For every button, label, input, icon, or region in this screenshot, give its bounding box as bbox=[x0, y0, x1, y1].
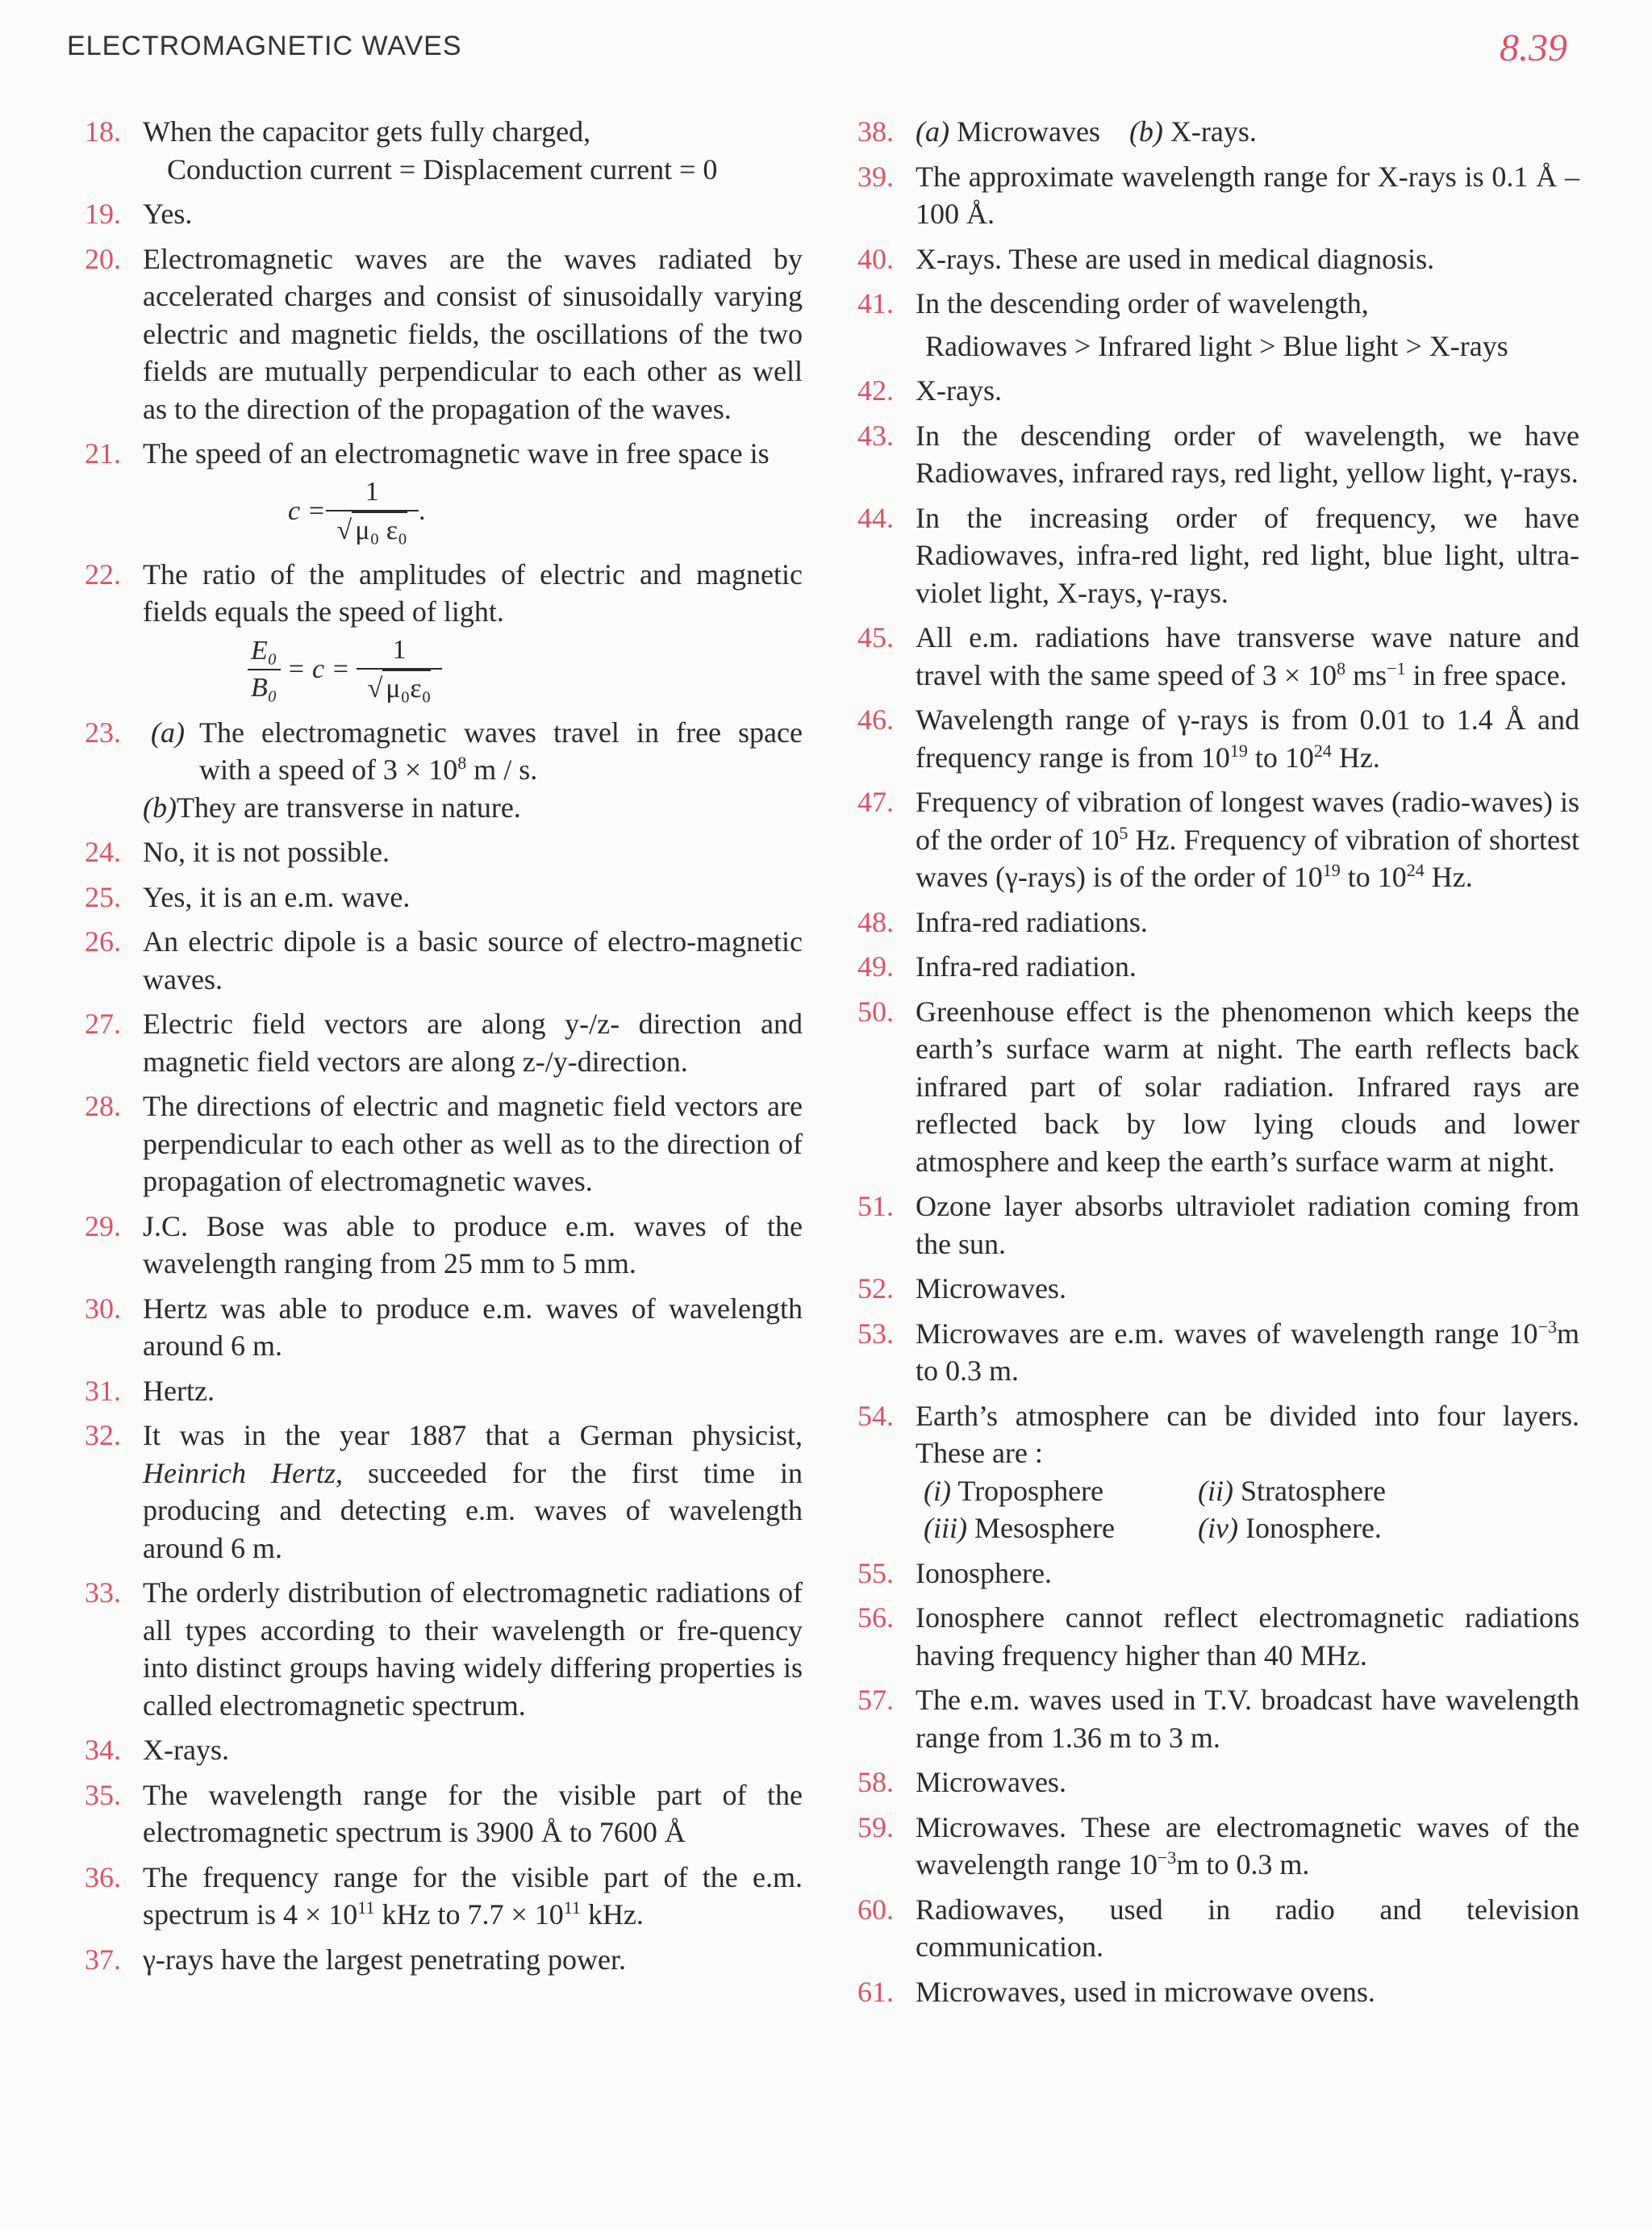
answer-38 bbox=[857, 113, 1579, 151]
scientist-name: Heinrich Hertz, bbox=[143, 1456, 343, 1489]
exponent: 24 bbox=[1406, 860, 1425, 880]
sub-answer-a bbox=[143, 714, 803, 789]
equation-middle: = c = bbox=[286, 653, 350, 684]
answer-number: 54. bbox=[857, 1399, 894, 1432]
answer-45 bbox=[857, 619, 1579, 694]
answer-55 bbox=[857, 1555, 1579, 1592]
answer-number: 41. bbox=[857, 287, 894, 319]
answer-47 bbox=[857, 783, 1579, 896]
answer-48 bbox=[857, 904, 1579, 941]
sub-text: Microwaves bbox=[956, 115, 1100, 148]
exponent: 11 bbox=[357, 1897, 375, 1918]
sub-answer-b bbox=[143, 789, 803, 827]
answer-text: Ozone layer absorbs ultraviolet radiation coming from the sun. bbox=[916, 1190, 1579, 1260]
answer-35 bbox=[85, 1776, 803, 1851]
sqrt-radicand: μ₀ ε₀ bbox=[352, 511, 407, 549]
layer-label: (iv) bbox=[1198, 1512, 1238, 1544]
answer-text: Electric field vectors are along y-/z- direction and magnetic field vectors are along z-/y-direction. bbox=[143, 1008, 803, 1078]
exponent: 24 bbox=[1313, 740, 1332, 761]
answer-text bbox=[143, 1417, 803, 1567]
exponent: 11 bbox=[563, 1897, 581, 1918]
answer-number: 48. bbox=[857, 905, 894, 938]
answer-20 bbox=[85, 240, 803, 428]
atmosphere-layers bbox=[916, 1472, 1579, 1547]
answer-number: 30. bbox=[85, 1292, 121, 1325]
answer-18 bbox=[85, 113, 803, 188]
answer-54 bbox=[857, 1397, 1579, 1547]
answer-text: Infra-red radiations. bbox=[916, 905, 1148, 938]
answer-number: 57. bbox=[857, 1684, 894, 1716]
answer-text bbox=[916, 619, 1579, 694]
speed-equation bbox=[143, 474, 803, 549]
text-part: Hz. bbox=[1424, 861, 1473, 893]
exponent: −3 bbox=[1157, 1847, 1177, 1868]
answer-number: 39. bbox=[857, 160, 894, 193]
answer-text: The directions of electric and magnetic field vectors are perpendicular to each other as well as to the direction of propagation of electromagnetic waves. bbox=[143, 1090, 803, 1197]
answer-number: 43. bbox=[857, 419, 894, 452]
equation-lhs: c = bbox=[288, 495, 326, 526]
sub-label: (b) bbox=[1128, 115, 1163, 148]
answer-30 bbox=[85, 1290, 803, 1365]
text-part: Hz. bbox=[1331, 741, 1380, 774]
answer-number: 25. bbox=[85, 880, 121, 913]
answer-text: Yes, it is an e.m. wave. bbox=[143, 880, 411, 913]
sub-text: X-rays. bbox=[1170, 115, 1257, 148]
exponent: 19 bbox=[1229, 740, 1248, 761]
layer-name: Troposphere bbox=[957, 1474, 1104, 1507]
answer-28 bbox=[85, 1087, 803, 1200]
text-part: succeeded for the first time in producing and detecting e.m. waves of wavelength around 6 m. bbox=[143, 1456, 803, 1564]
answer-number: 52. bbox=[857, 1272, 894, 1304]
answer-number: 58. bbox=[857, 1766, 894, 1798]
answer-number: 21. bbox=[85, 437, 121, 470]
ratio-equation bbox=[143, 632, 803, 707]
answer-number: 28. bbox=[85, 1090, 121, 1122]
left-column bbox=[85, 113, 803, 1985]
sub-label: (a) bbox=[916, 115, 949, 148]
answer-text: The orderly distribution of electromagnetic radiations of all types according to their wavelength or fre-quency into distinct groups having widely differing properties is called electromagnetic spectrum. bbox=[143, 1576, 803, 1722]
answer-text: The approximate wavelength range for X-rays is 0.1 Å – 100 Å. bbox=[916, 160, 1579, 230]
answer-number: 51. bbox=[857, 1190, 894, 1222]
answer-58 bbox=[857, 1764, 1579, 1801]
answer-number: 27. bbox=[85, 1008, 121, 1040]
answer-number: 38. bbox=[857, 115, 894, 148]
exponent: −3 bbox=[1537, 1316, 1557, 1337]
layer-item bbox=[1198, 1472, 1440, 1510]
answer-number: 45. bbox=[857, 621, 894, 653]
text-part: m to 0.3 m. bbox=[1176, 1848, 1310, 1880]
answer-46 bbox=[857, 701, 1579, 776]
answer-number: 22. bbox=[85, 557, 121, 591]
answer-text bbox=[916, 783, 1579, 896]
layer-name: Ionosphere. bbox=[1245, 1512, 1382, 1544]
exponent: −1 bbox=[1387, 657, 1406, 678]
sub-text: They are transverse in nature. bbox=[177, 791, 521, 824]
answer-29 bbox=[85, 1208, 803, 1283]
answer-number: 19. bbox=[85, 198, 121, 230]
answer-text: Infra-red radiation. bbox=[916, 950, 1137, 983]
answer-text: The ratio of the amplitudes of electric and magnetic fields equals the speed of light. bbox=[143, 557, 803, 628]
answer-60 bbox=[857, 1891, 1579, 1966]
answer-33 bbox=[85, 1574, 803, 1724]
answer-59 bbox=[857, 1809, 1579, 1884]
answer-number: 47. bbox=[857, 786, 894, 818]
answer-number: 34. bbox=[85, 1734, 121, 1766]
answer-number: 61. bbox=[857, 1975, 894, 2008]
field-ratio bbox=[248, 633, 281, 706]
answer-number: 46. bbox=[857, 703, 894, 736]
answer-text: Electromagnetic waves are the waves radiated by accelerated charges and consist of sinusoidally varying electric and magnetic fields, the oscillations of the two fields are mutually perpendicular to each other as well as to the direction of the propagation of the waves. bbox=[143, 242, 803, 425]
answer-42 bbox=[857, 372, 1579, 410]
text-part: kHz. bbox=[580, 1898, 644, 1931]
answer-text: Earth’s atmosphere can be divided into four layers. These are : bbox=[916, 1399, 1579, 1469]
layer-item bbox=[924, 1509, 1198, 1547]
fraction-denominator: √ μ₀ε₀ bbox=[357, 668, 443, 707]
text-part: It was in the year 1887 that a German physicist, bbox=[143, 1419, 803, 1451]
answer-26 bbox=[85, 923, 803, 998]
answer-text: Greenhouse effect is the phenomenon which keeps the earth’s surface warm at night. The earth reflects back infrared part of solar radiation. Infrared rays are reflected back by low lying clouds and lower atmosphere and keep the earth’s surface warm at night. bbox=[916, 995, 1579, 1178]
answer-number: 24. bbox=[85, 836, 121, 868]
answer-number: 37. bbox=[85, 1943, 121, 1976]
chapter-title: ELECTROMAGNETIC WAVES bbox=[67, 31, 462, 61]
answer-number: 53. bbox=[857, 1317, 894, 1350]
layer-label: (iii) bbox=[924, 1512, 967, 1544]
fraction-numerator: 1 bbox=[365, 476, 379, 507]
answer-32 bbox=[85, 1417, 803, 1567]
text-part: Wavelength range of γ-rays is from 0.01 to 1.4 Å and frequency range is from 10 bbox=[916, 703, 1579, 774]
answer-text: Hertz was able to produce e.m. waves of wavelength around 6 m. bbox=[143, 1292, 803, 1362]
fraction-denominator: √ μ₀ ε₀ bbox=[326, 510, 419, 549]
text-part: to 10 bbox=[1247, 741, 1314, 774]
text-part: m to 0.3 m. bbox=[916, 1317, 1579, 1387]
answer-text: Hertz. bbox=[143, 1374, 215, 1407]
answer-number: 32. bbox=[85, 1419, 121, 1451]
layer-name: Stratosphere bbox=[1240, 1474, 1386, 1507]
answer-text: Radiowaves, used in radio and television communication. bbox=[916, 1893, 1579, 1963]
answer-51 bbox=[857, 1188, 1579, 1263]
layer-name: Mesosphere bbox=[974, 1512, 1115, 1544]
answer-37 bbox=[85, 1941, 803, 1979]
answer-text: An electric dipole is a basic source of electro-magnetic waves. bbox=[143, 925, 803, 996]
answer-21 bbox=[85, 435, 803, 549]
answer-44 bbox=[857, 499, 1579, 612]
answer-text: Microwaves. bbox=[916, 1766, 1066, 1798]
answer-number: 55. bbox=[857, 1556, 894, 1589]
answer-number: 26. bbox=[85, 925, 121, 958]
answer-31 bbox=[85, 1372, 803, 1410]
layer-label: (i) bbox=[924, 1474, 951, 1507]
answer-number: 59. bbox=[857, 1810, 894, 1843]
answer-text: γ-rays have the largest penetrating power. bbox=[143, 1943, 627, 1976]
answer-text: In the increasing order of frequency, we have Radiowaves, infra-red light, red light, blue light, ultra-violet light, X-rays, γ-rays. bbox=[916, 501, 1579, 609]
answer-text: Ionosphere. bbox=[916, 1556, 1052, 1589]
equation-fraction bbox=[326, 474, 419, 549]
layer-item bbox=[1198, 1509, 1440, 1547]
answer-text: In the descending order of wavelength, bbox=[916, 287, 1369, 319]
answer-number: 40. bbox=[857, 242, 894, 275]
answer-text: J.C. Bose was able to produce e.m. waves of the wavelength ranging from 25 mm to 5 mm. bbox=[143, 1209, 803, 1279]
answer-text: The wavelength range for the visible part of the electromagnetic spectrum is 3900 Å to 7600 Å bbox=[143, 1778, 803, 1848]
answer-57 bbox=[857, 1681, 1579, 1756]
sub-text-tail: m / s. bbox=[466, 753, 538, 786]
equation-period: . bbox=[418, 495, 426, 526]
answer-text bbox=[916, 701, 1579, 776]
exponent: 19 bbox=[1322, 860, 1341, 880]
layer-item bbox=[924, 1472, 1198, 1510]
answer-text bbox=[916, 1809, 1579, 1884]
answer-text: In the descending order of wavelength, we have Radiowaves, infrared rays, red light, yellow light, γ-rays. bbox=[916, 419, 1579, 489]
answer-text: Ionosphere cannot reflect electromagnetic radiations having frequency higher than 40 MHz. bbox=[916, 1601, 1579, 1672]
answer-text: Microwaves, used in microwave ovens. bbox=[916, 1975, 1375, 2008]
fraction-numerator: 1 bbox=[392, 634, 407, 665]
answer-text: The e.m. waves used in T.V. broadcast have wavelength range from 1.36 m to 3 m. bbox=[916, 1684, 1579, 1754]
answer-number: 42. bbox=[857, 374, 894, 407]
layer-label: (ii) bbox=[1198, 1474, 1233, 1507]
answer-equation: Conduction current = Displacement current = 0 bbox=[167, 152, 718, 186]
text-part: ms bbox=[1345, 658, 1387, 691]
text-part: Frequency of vibration of longest waves (radio-waves) is of the order of 10 bbox=[916, 786, 1579, 856]
answer-25 bbox=[85, 879, 803, 916]
answer-23 bbox=[85, 714, 803, 827]
answer-27 bbox=[85, 1005, 803, 1080]
answer-text bbox=[916, 1315, 1579, 1390]
answer-text: Microwaves. bbox=[916, 1272, 1066, 1304]
text-part: All e.m. radiations have transverse wave nature and travel with the same speed of 3 × 10 bbox=[916, 621, 1579, 691]
answer-24 bbox=[85, 833, 803, 871]
exponent: 8 bbox=[457, 753, 467, 773]
answer-number: 49. bbox=[857, 950, 894, 983]
answer-49 bbox=[857, 948, 1579, 986]
answer-number: 56. bbox=[857, 1601, 894, 1634]
answer-22 bbox=[85, 556, 803, 707]
ratio-numerator: E₀ bbox=[251, 635, 277, 666]
answer-number: 36. bbox=[85, 1860, 121, 1893]
wavelength-order: Radiowaves > Infrared light > Blue light > X-rays bbox=[925, 329, 1508, 362]
sqrt-radicand: μ₀ε₀ bbox=[382, 670, 431, 707]
answer-text: When the capacitor gets fully charged, bbox=[143, 115, 591, 148]
answer-61 bbox=[857, 1973, 1579, 2011]
answer-number: 23. bbox=[85, 716, 121, 749]
text-part: Microwaves. These are electromagnetic waves of the wavelength range 10 bbox=[916, 1810, 1579, 1880]
text-part: kHz to 7.7 × 10 bbox=[374, 1898, 564, 1931]
answer-text: No, it is not possible. bbox=[143, 836, 390, 868]
sub-text: The electromagnetic waves travel in free space with a speed of 3 × 10 bbox=[199, 716, 803, 786]
answer-56 bbox=[857, 1599, 1579, 1674]
answer-43 bbox=[857, 417, 1579, 492]
answer-number: 35. bbox=[85, 1778, 121, 1811]
answer-19 bbox=[85, 195, 803, 233]
answer-text bbox=[916, 113, 1579, 151]
answer-text: Yes. bbox=[143, 198, 193, 230]
sub-label: (a) bbox=[151, 716, 185, 749]
text-part: Microwaves are e.m. waves of wavelength range 10 bbox=[916, 1317, 1538, 1350]
exponent: 5 bbox=[1119, 822, 1128, 843]
text-part: to 10 bbox=[1340, 861, 1407, 893]
answer-number: 60. bbox=[857, 1893, 894, 1926]
answer-text: X-rays. bbox=[143, 1734, 229, 1766]
answer-number: 44. bbox=[857, 501, 894, 534]
answer-text: X-rays. bbox=[916, 374, 1002, 407]
text-part: The frequency range for the visible part of the e.m. spectrum is 4 × 10 bbox=[143, 1860, 803, 1931]
page-number: 8.39 bbox=[1500, 27, 1567, 69]
answer-number: 50. bbox=[857, 995, 894, 1028]
ratio-denominator: B₀ bbox=[248, 669, 281, 706]
answer-number: 18. bbox=[85, 115, 121, 148]
answer-36 bbox=[85, 1859, 803, 1934]
sub-label: (b) bbox=[143, 791, 177, 824]
answer-40 bbox=[857, 240, 1579, 278]
answer-number: 29. bbox=[85, 1209, 121, 1242]
answer-50 bbox=[857, 993, 1579, 1181]
answer-52 bbox=[857, 1270, 1579, 1308]
answer-39 bbox=[857, 158, 1579, 233]
right-column bbox=[857, 113, 1579, 2018]
answer-number: 31. bbox=[85, 1374, 121, 1407]
answer-41 bbox=[857, 285, 1579, 365]
answer-text: The speed of an electromagnetic wave in free space is bbox=[143, 437, 770, 470]
answer-text: X-rays. These are used in medical diagnosis. bbox=[916, 242, 1435, 275]
exponent: 8 bbox=[1337, 657, 1346, 678]
answer-number: 33. bbox=[85, 1576, 121, 1609]
equation-fraction bbox=[357, 632, 443, 707]
answer-34 bbox=[85, 1731, 803, 1769]
text-part: Hz. Frequency of vibration of shortest waves (γ-rays) is of the order of 10 bbox=[916, 823, 1579, 893]
answer-number: 20. bbox=[85, 242, 121, 275]
answer-text bbox=[143, 1859, 803, 1934]
text-part: in free space. bbox=[1405, 658, 1567, 691]
answer-53 bbox=[857, 1315, 1579, 1390]
